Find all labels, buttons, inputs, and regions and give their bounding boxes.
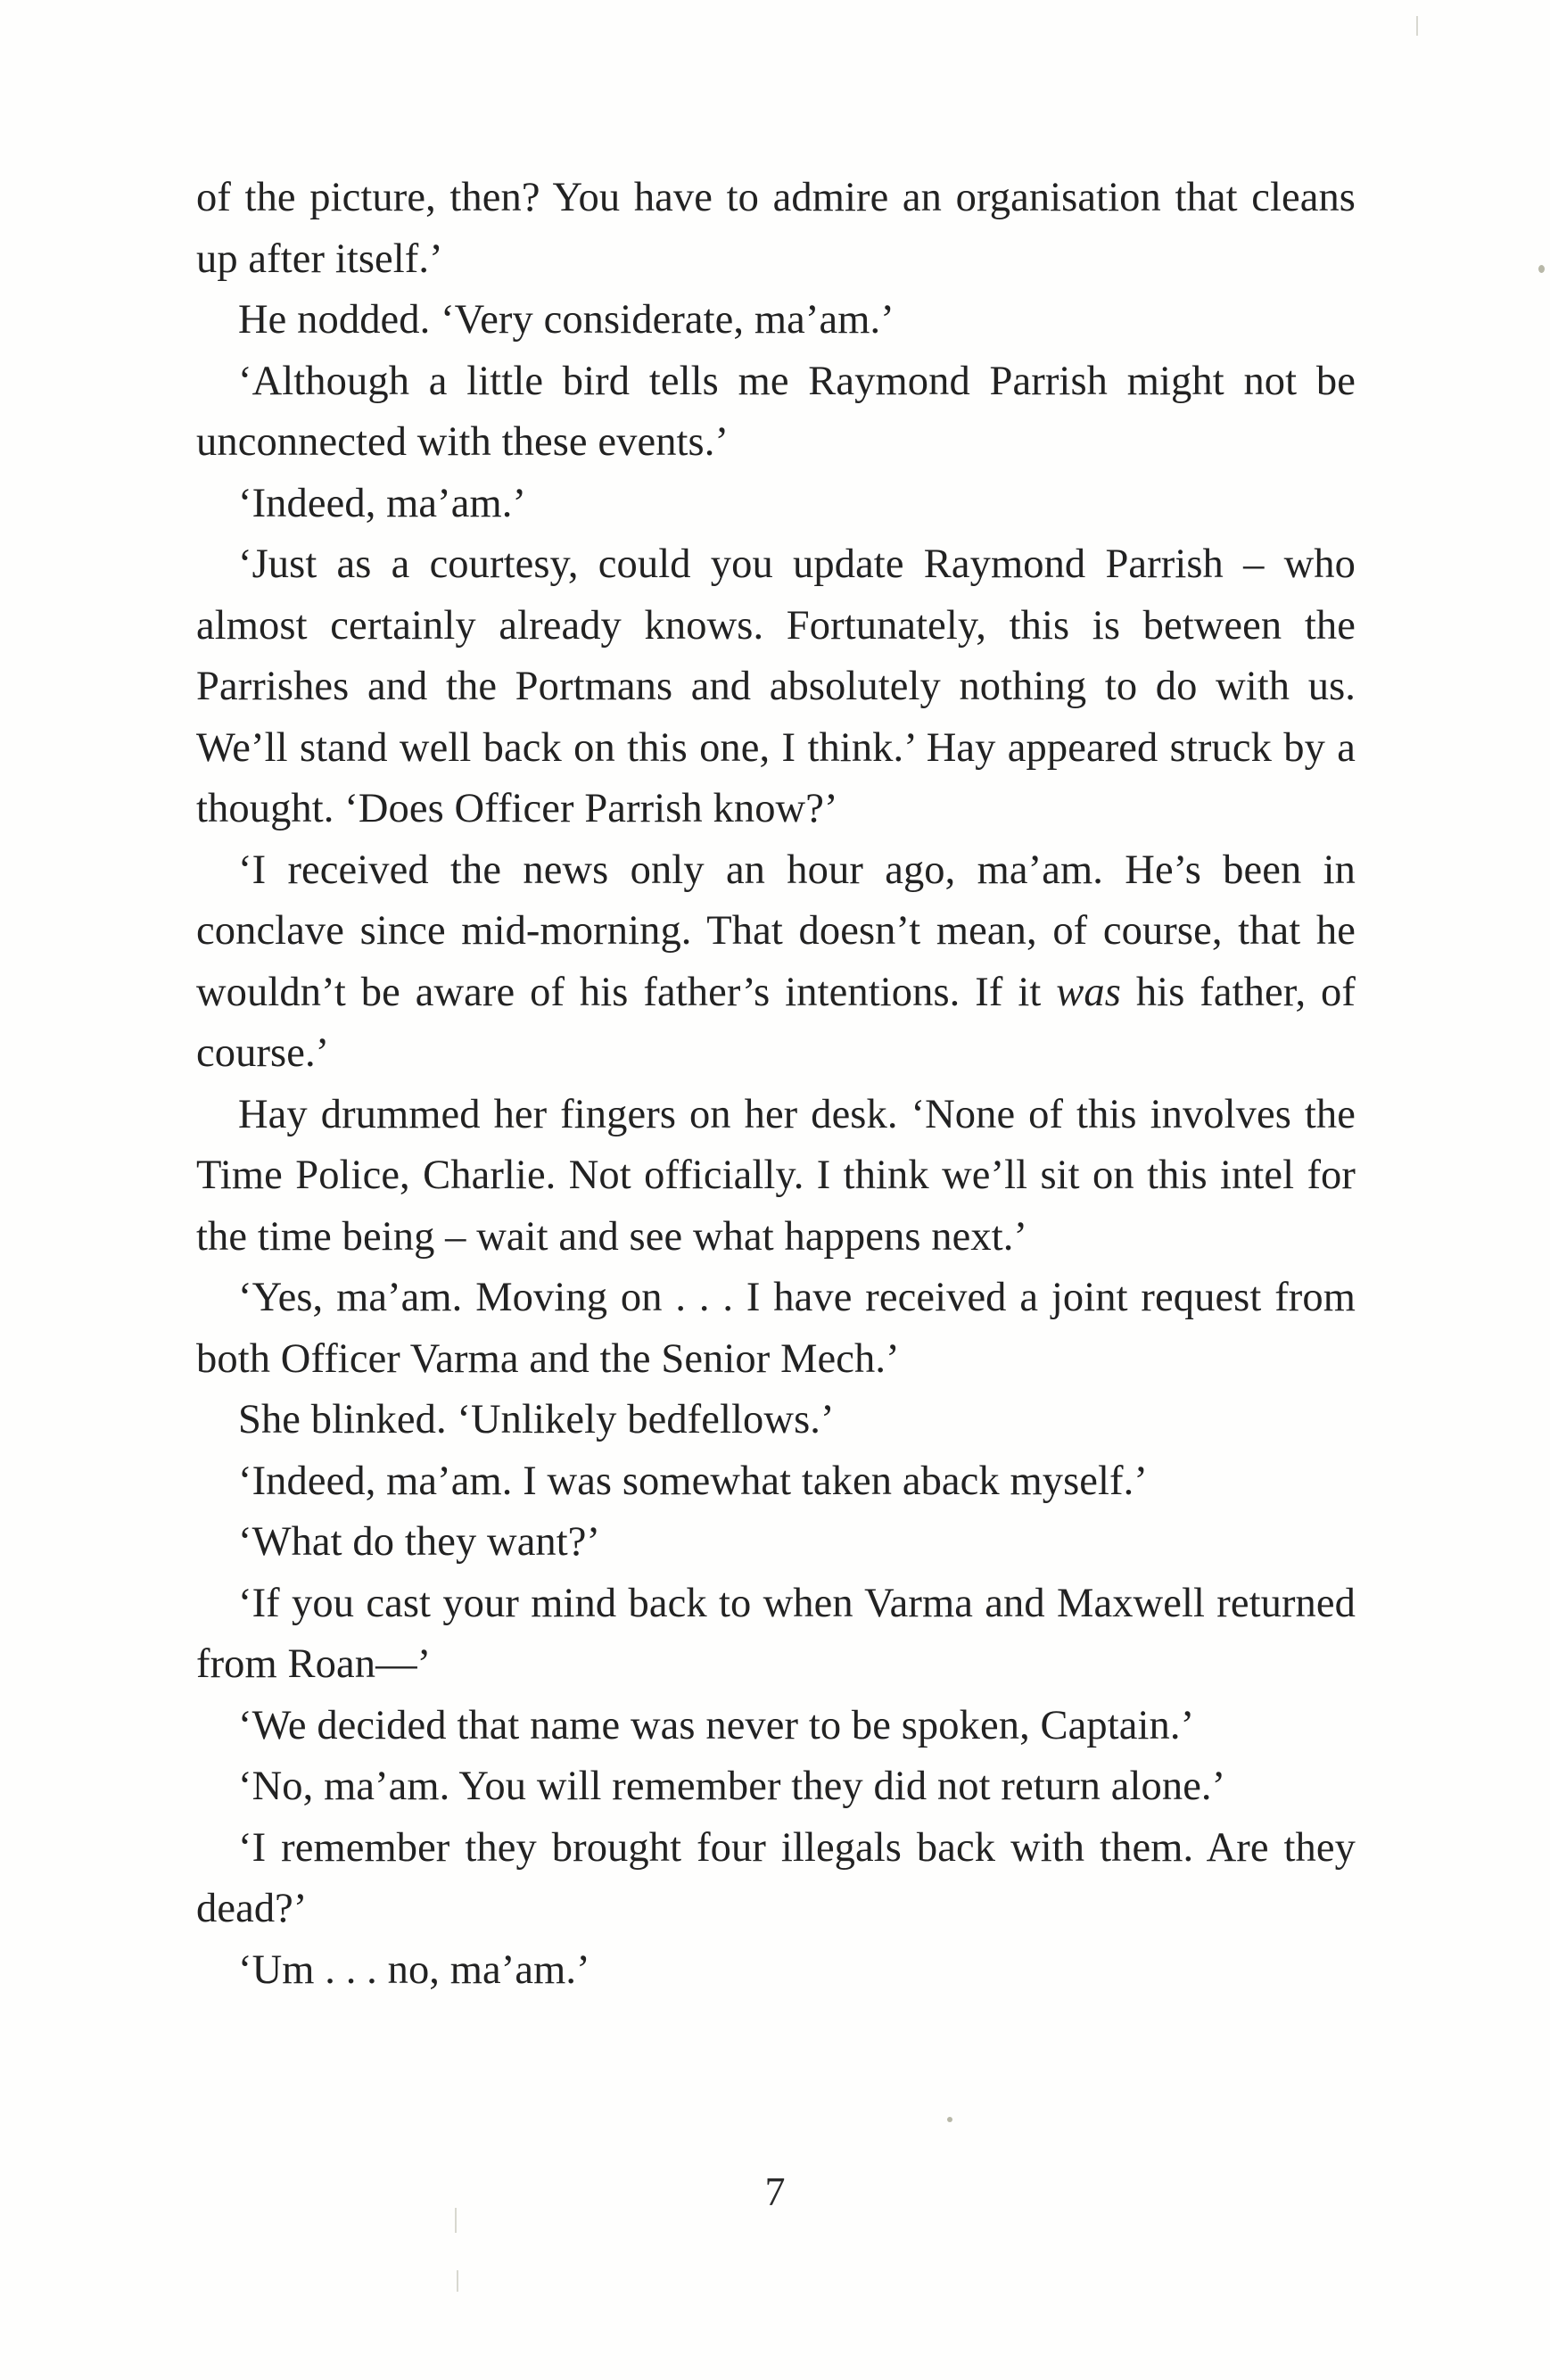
paragraph-16: ‘Um . . . no, ma’am.’ [238, 1946, 590, 1993]
scan-speck [947, 2117, 952, 2122]
page-number: 7 [764, 2169, 786, 2214]
paragraph-14: ‘No, ma’am. You will remember they did not return alone.’ [238, 1764, 1226, 1809]
paragraph-12: ‘If you cast your mind back to when Varma and Maxwell returned from Roan—’ [196, 1580, 1356, 1687]
scan-mark [455, 2208, 457, 2233]
scan-mark [1416, 16, 1418, 36]
paragraph-6 [196, 840, 1356, 1085]
paragraph-6-emphasis: was [1056, 969, 1121, 1015]
paragraph-9: She blinked. ‘Unlikely bedfellows.’ [238, 1397, 835, 1442]
paragraph-7: Hay drummed her fingers on her desk. ‘None of this involves the Time Police, Charlie. Not officially. I think we’ll sit on this intel for the time being – wait and see what happens next.’ [196, 1091, 1356, 1260]
body-text [196, 168, 1356, 2001]
scan-speck [1538, 265, 1545, 273]
paragraph-13: ‘We decided that name was never to be spoken, Captain.’ [238, 1702, 1195, 1748]
paragraph-15: ‘I remember they brought four illegals back with them. Are they dead?’ [196, 1824, 1356, 1931]
paragraph-2: He nodded. ‘Very considerate, ma’am.’ [238, 297, 895, 343]
paragraph-4: ‘Indeed, ma’am.’ [238, 480, 527, 526]
paragraph-8: ‘Yes, ma’am. Moving on . . . I have received a joint request from both Officer Varma and the Senior Mech.’ [196, 1275, 1356, 1382]
paragraph-6-text-before: ‘I received the news only an hour ago, ma’am. He’s been in conclave since mid-morning. That doesn’t mean, of course, that he wouldn’t be aware of his father’s intentions. If it [196, 847, 1356, 1015]
paragraph-1: of the picture, then? You have to admire an organisation that cleans up after itself.’ [196, 175, 1356, 282]
paragraph-11: ‘What do they want?’ [238, 1519, 601, 1565]
paragraph-3: ‘Although a little bird tells me Raymond Parrish might not be unconnected with these events.’ [196, 358, 1356, 465]
scan-mark [457, 2270, 458, 2292]
paragraph-6-text-after: his father, of course.’ [196, 969, 1356, 1076]
paragraph-5: ‘Just as a courtesy, could you update Raymond Parrish – who almost certainly already knows. Fortunately, this is between the Parrishes and the Portmans and absolutely nothing to do with us. We’ll stand well back on this one, I think.’ Hay appeared struck by a thought. ‘Does Officer Parrish know?’ [196, 541, 1356, 831]
paragraph-10: ‘Indeed, ma’am. I was somewhat taken aback myself.’ [238, 1458, 1148, 1504]
